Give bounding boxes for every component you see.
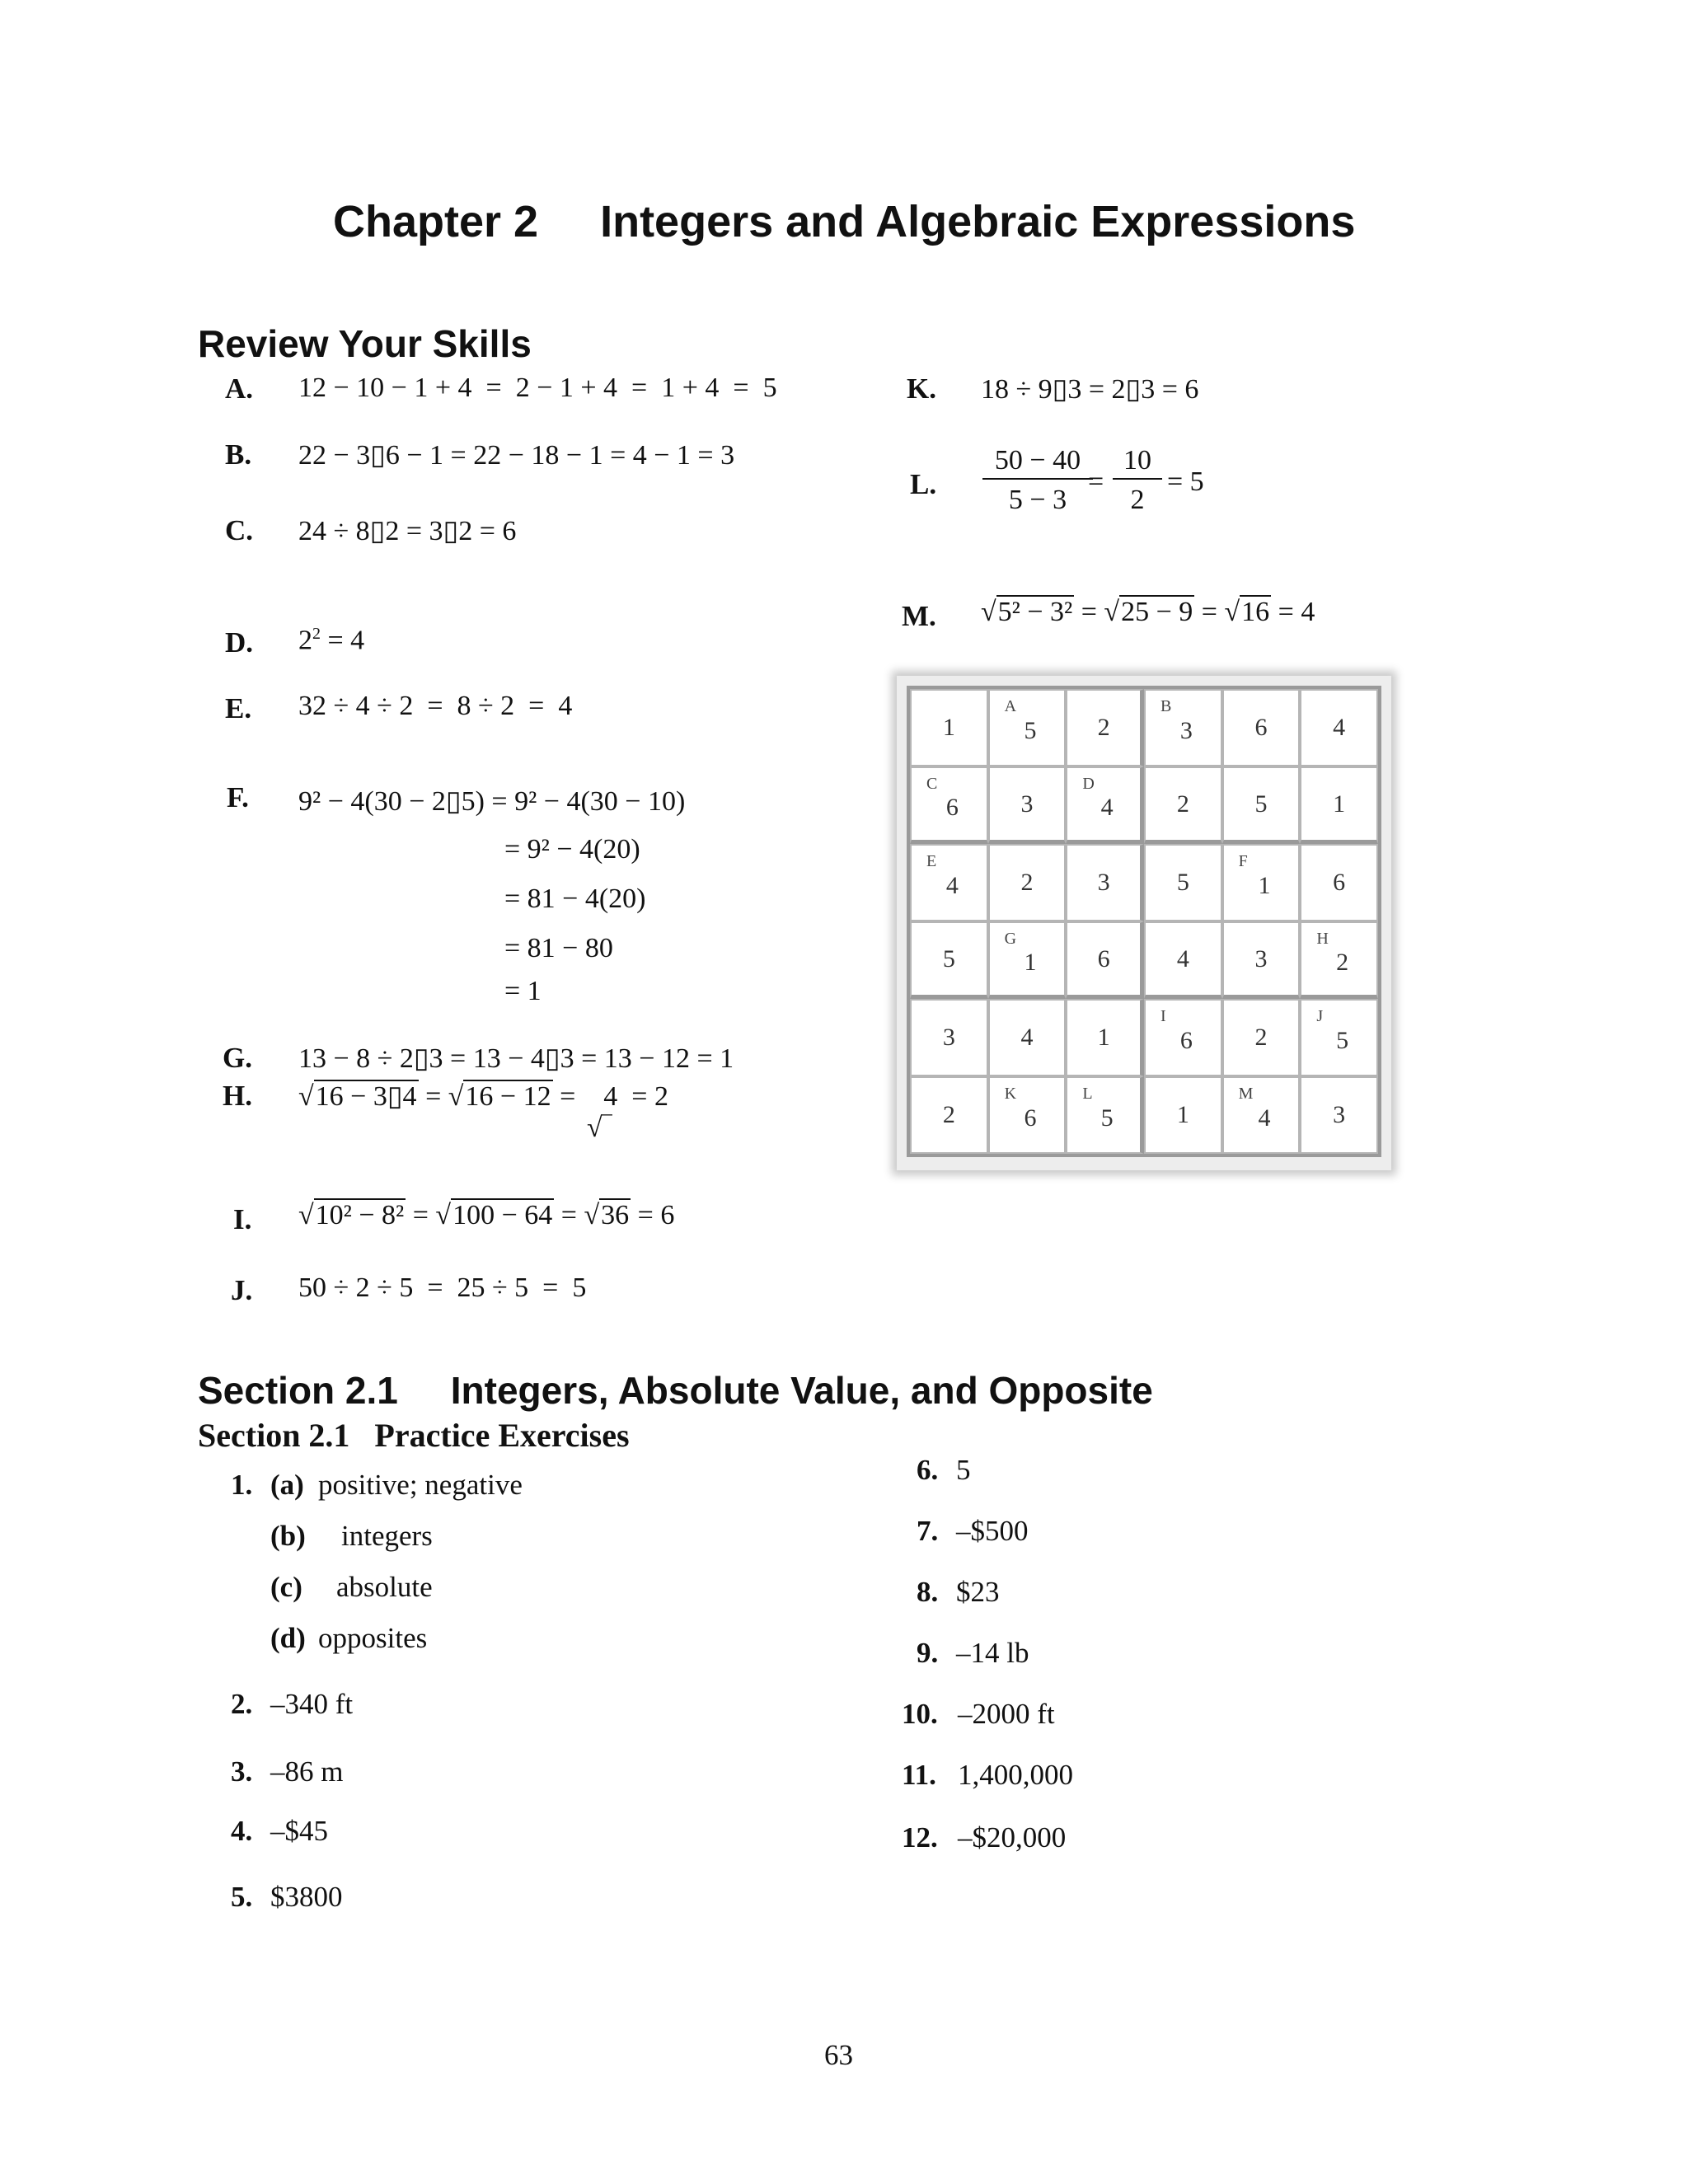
page-number: 63 [824, 2039, 853, 2071]
exercise-12-answer: –$20,000 [958, 1821, 1067, 1854]
problem-f-line-3: = 81 − 4(20) [504, 883, 646, 914]
sudoku-cell [1066, 921, 1144, 999]
sudoku-cell-value: 1 [1258, 872, 1271, 899]
exercise-1a-label: (a) [270, 1469, 304, 1501]
problem-d-label: D. [225, 626, 254, 658]
sudoku-cell-value: 4 [1100, 793, 1114, 821]
problem-i-equals-2: = [554, 1200, 584, 1230]
sudoku-cell-letter: I [1160, 1007, 1166, 1025]
sudoku-cell-value: 4 [1020, 1024, 1034, 1051]
sudoku-cell [1300, 921, 1378, 999]
sudoku-cell [1222, 766, 1301, 844]
problem-m-radicand-2: 25 − 9 [1121, 597, 1193, 627]
exercise-6-number: 6. [917, 1454, 939, 1486]
sudoku-cell-value: 4 [1333, 714, 1346, 741]
problem-m-result: = 4 [1271, 597, 1315, 627]
sudoku-cell [988, 844, 1067, 921]
problem-a-expression: 12 − 10 − 1 + 4 = 2 − 1 + 4 = 1 + 4 = 5 [298, 373, 777, 403]
sudoku-cell [1144, 844, 1222, 921]
exercise-5-number: 5. [231, 1881, 253, 1913]
section-heading: Section 2.1 Integers, Absolute Value, and Opposite [198, 1369, 1153, 1412]
sudoku-cell-letter: D [1082, 775, 1095, 793]
problem-f-label: F. [227, 781, 249, 813]
exercise-7-number: 7. [917, 1515, 939, 1547]
problem-i-radicand-1: 10² − 8² [315, 1200, 405, 1230]
problem-l-numerator-1: 50 − 40 [982, 445, 1093, 480]
problem-f-line-1: 9² − 4(30 − 2▯5) = 9² − 4(30 − 10) [298, 786, 686, 817]
problem-f-line-5: = 1 [504, 976, 542, 1006]
exercise-11-number: 11. [902, 1759, 936, 1791]
sudoku-cell [910, 1076, 988, 1154]
sudoku-cell [1144, 766, 1222, 844]
sudoku-cell-letter: A [1004, 697, 1017, 715]
sudoku-cell-value: 5 [942, 944, 955, 972]
exercise-1c-answer: absolute [336, 1571, 433, 1603]
sudoku-cell [1066, 689, 1144, 766]
sudoku-cell-value: 3 [1179, 717, 1193, 744]
sudoku-cell [1300, 689, 1378, 766]
exercise-4-answer: –$45 [270, 1815, 328, 1847]
sudoku-cell [1300, 999, 1378, 1076]
problem-d-base: 2 [298, 625, 312, 656]
problem-c-expression: 24 ÷ 8▯2 = 3▯2 = 6 [298, 516, 517, 546]
sudoku-cell-value: 3 [1254, 944, 1268, 972]
exercise-1b-label: (b) [270, 1520, 306, 1552]
sudoku-cell-letter: B [1160, 697, 1172, 715]
exercise-1b-answer: integers [341, 1520, 433, 1552]
sudoku-cell-value: 1 [1333, 790, 1346, 818]
problem-f-line-4: = 81 − 80 [504, 933, 613, 963]
sudoku-cell [1222, 844, 1301, 921]
sudoku-cell [1066, 844, 1144, 921]
problem-h-radicand-2: 16 − 12 [465, 1081, 551, 1112]
exercise-8-answer: $23 [956, 1576, 1000, 1608]
problem-m-expression [981, 597, 1315, 628]
exercise-5-answer: $3800 [270, 1881, 343, 1913]
exercise-1a-answer: positive; negative [318, 1469, 523, 1501]
problem-g-label: G. [223, 1042, 252, 1074]
sudoku-cell-value: 6 [1333, 869, 1346, 896]
sudoku-cell-value: 3 [1097, 869, 1110, 896]
exercise-1-number: 1. [231, 1469, 253, 1501]
sudoku-cell [1066, 766, 1144, 844]
problem-l-equals: = [1088, 466, 1104, 497]
problem-h-expression [298, 1080, 668, 1113]
sudoku-cell [1222, 1076, 1301, 1154]
sudoku-cell-value: 1 [1097, 1024, 1110, 1051]
problem-m-equals-2: = [1194, 597, 1225, 627]
problem-j-expression: 50 ÷ 2 ÷ 5 = 25 ÷ 5 = 5 [298, 1272, 587, 1303]
problem-e-expression: 32 ÷ 4 ÷ 2 = 8 ÷ 2 = 4 [298, 691, 573, 721]
problem-d-expression [298, 625, 364, 656]
problem-i-equals-1: = [406, 1200, 436, 1230]
sudoku-cell-value: 2 [1097, 714, 1110, 741]
sqrt-symbol-icon: √ [448, 1081, 464, 1112]
sudoku-cell [988, 999, 1067, 1076]
problem-g-expression: 13 − 8 ÷ 2▯3 = 13 − 4▯3 = 13 − 12 = 1 [298, 1043, 734, 1074]
sudoku-cell-value: 4 [1258, 1104, 1271, 1132]
problem-h-label: H. [223, 1080, 252, 1112]
problem-m-label: M. [902, 600, 936, 632]
sudoku-cell-letter: L [1082, 1085, 1093, 1103]
problem-m-radicand-1: 5² − 3² [997, 597, 1073, 627]
sudoku-cell-value: 5 [1100, 1104, 1114, 1132]
chapter-title: Chapter 2 Integers and Algebraic Expressions [333, 197, 1356, 246]
sudoku-cell-value: 6 [1097, 944, 1110, 972]
exercise-8-number: 8. [917, 1576, 939, 1608]
sudoku-cell [988, 689, 1067, 766]
sudoku-cell-value: 1 [1176, 1101, 1189, 1128]
exercise-7-answer: –$500 [956, 1515, 1029, 1547]
problem-i-expression [298, 1200, 674, 1231]
problem-h-radicand-1: 16 − 3▯4 [315, 1081, 417, 1112]
problem-h-stray-root: √‾ [587, 1113, 612, 1143]
sqrt-symbol-icon: √ [298, 1200, 314, 1230]
problem-a-label: A. [225, 373, 254, 405]
problem-l-label: L. [910, 468, 937, 500]
exercise-1d-answer: opposites [318, 1622, 428, 1654]
sudoku-cell-letter: F [1238, 852, 1248, 870]
problem-i-radicand-3: 36 [601, 1200, 630, 1230]
sudoku-cell-value: 1 [942, 714, 955, 741]
sudoku-cell-value: 6 [1179, 1027, 1193, 1054]
sudoku-cell-value: 4 [945, 872, 959, 899]
problem-l-result: = 5 [1167, 466, 1204, 497]
sudoku-cell-value: 5 [1336, 1027, 1349, 1054]
problem-i-result: = 6 [631, 1200, 675, 1230]
sudoku-cell [988, 1076, 1067, 1154]
sudoku-cell-value: 4 [1176, 944, 1189, 972]
sudoku-cell-letter: H [1316, 930, 1329, 948]
problem-d-exponent: 2 [312, 625, 321, 643]
sudoku-cell-value: 2 [1020, 869, 1034, 896]
sudoku-cell [1222, 689, 1301, 766]
sudoku-cell-value: 5 [1176, 869, 1189, 896]
problem-b-label: B. [225, 438, 252, 471]
sqrt-symbol-icon: √ [435, 1200, 452, 1230]
exercise-9-number: 9. [917, 1637, 939, 1669]
sudoku-cell-letter: K [1004, 1085, 1017, 1103]
sqrt-symbol-icon: √ [1104, 597, 1120, 627]
exercise-9-answer: –14 lb [956, 1637, 1029, 1669]
sudoku-cell-value: 5 [1254, 790, 1268, 818]
sudoku-cell [1066, 999, 1144, 1076]
problem-i-radicand-2: 100 − 64 [452, 1200, 553, 1230]
sudoku-cell-value: 3 [1020, 790, 1034, 818]
problem-d-result: = 4 [321, 625, 365, 656]
problem-c-label: C. [225, 514, 254, 546]
sudoku-cell-value: 2 [1176, 790, 1189, 818]
exercise-2-number: 2. [231, 1688, 253, 1720]
sudoku-cell [910, 766, 988, 844]
sudoku-cell [988, 921, 1067, 999]
sudoku-cell [910, 689, 988, 766]
problem-l-fraction-2 [1113, 445, 1162, 516]
sudoku-cell-value: 1 [1024, 948, 1037, 976]
sudoku-cell [1144, 689, 1222, 766]
problem-f-line-2: = 9² − 4(20) [504, 834, 640, 865]
sudoku-cell-letter: J [1316, 1007, 1324, 1025]
section-subheading: Section 2.1 Practice Exercises [198, 1417, 630, 1454]
sudoku-cell [1300, 844, 1378, 921]
problem-l-denominator-1: 5 − 3 [1008, 485, 1067, 515]
problem-b-expression: 22 − 3▯6 − 1 = 22 − 18 − 1 = 4 − 1 = 3 [298, 440, 735, 471]
sudoku-puzzle [897, 676, 1391, 1170]
problem-l-numerator-2: 10 [1113, 445, 1162, 480]
sudoku-cell [910, 844, 988, 921]
exercise-10-number: 10. [902, 1698, 938, 1730]
sudoku-cell [1300, 1076, 1378, 1154]
sudoku-cell [1144, 1076, 1222, 1154]
sudoku-cell-letter: G [1004, 930, 1017, 948]
exercise-4-number: 4. [231, 1815, 253, 1847]
sqrt-symbol-icon: √ [1224, 597, 1240, 627]
exercise-12-number: 12. [902, 1821, 938, 1854]
sudoku-cell-value: 2 [942, 1101, 955, 1128]
exercise-2-answer: –340 ft [270, 1688, 354, 1720]
problem-h-result: = 4 = 2 [552, 1081, 668, 1112]
sudoku-cell [1144, 999, 1222, 1076]
sudoku-cell-letter: M [1238, 1085, 1254, 1103]
sudoku-cell-value: 6 [1254, 714, 1268, 741]
problem-m-radicand-3: 16 [1241, 597, 1270, 627]
sudoku-cell-value: 3 [1333, 1101, 1346, 1128]
sudoku-cell-letter: C [926, 775, 938, 793]
sudoku-cell-value: 2 [1336, 948, 1349, 976]
sqrt-symbol-icon: √ [584, 1200, 600, 1230]
sudoku-cell-value: 5 [1024, 717, 1037, 744]
sudoku-cell [1222, 999, 1301, 1076]
sudoku-cell [1066, 1076, 1144, 1154]
exercise-6-answer: 5 [956, 1454, 971, 1486]
sudoku-cell-value: 2 [1254, 1024, 1268, 1051]
sqrt-symbol-icon: √ [298, 1081, 314, 1112]
sudoku-cell-value: 6 [945, 793, 959, 821]
problem-j-label: J. [231, 1274, 253, 1306]
sudoku-cell [988, 766, 1067, 844]
sudoku-cell [910, 921, 988, 999]
sudoku-cell [1144, 921, 1222, 999]
exercise-1d-label: (d) [270, 1622, 306, 1654]
problem-l-denominator-2: 2 [1130, 485, 1145, 515]
sudoku-cell-value: 6 [1024, 1104, 1037, 1132]
sudoku-cell [1300, 766, 1378, 844]
problem-h-equals: = [418, 1081, 448, 1112]
sudoku-cell [910, 999, 988, 1076]
sqrt-symbol-icon: √ [981, 597, 996, 627]
exercise-3-number: 3. [231, 1755, 253, 1788]
problem-i-label: I. [233, 1203, 252, 1235]
exercise-11-answer: 1,400,000 [958, 1759, 1073, 1791]
sudoku-cell-letter: E [926, 852, 937, 870]
problem-e-label: E. [225, 692, 252, 724]
exercise-10-answer: –2000 ft [958, 1698, 1055, 1730]
exercise-1c-label: (c) [270, 1571, 302, 1603]
exercise-3-answer: –86 m [270, 1755, 344, 1788]
sudoku-cell [1222, 921, 1301, 999]
problem-k-label: K. [907, 373, 936, 405]
review-heading: Review Your Skills [198, 322, 532, 365]
problem-l-fraction-1 [982, 445, 1093, 516]
sudoku-cell-value: 3 [942, 1024, 955, 1051]
sudoku-grid [907, 686, 1381, 1157]
problem-m-equals-1: = [1074, 597, 1104, 627]
problem-k-expression: 18 ÷ 9▯3 = 2▯3 = 6 [981, 374, 1199, 405]
